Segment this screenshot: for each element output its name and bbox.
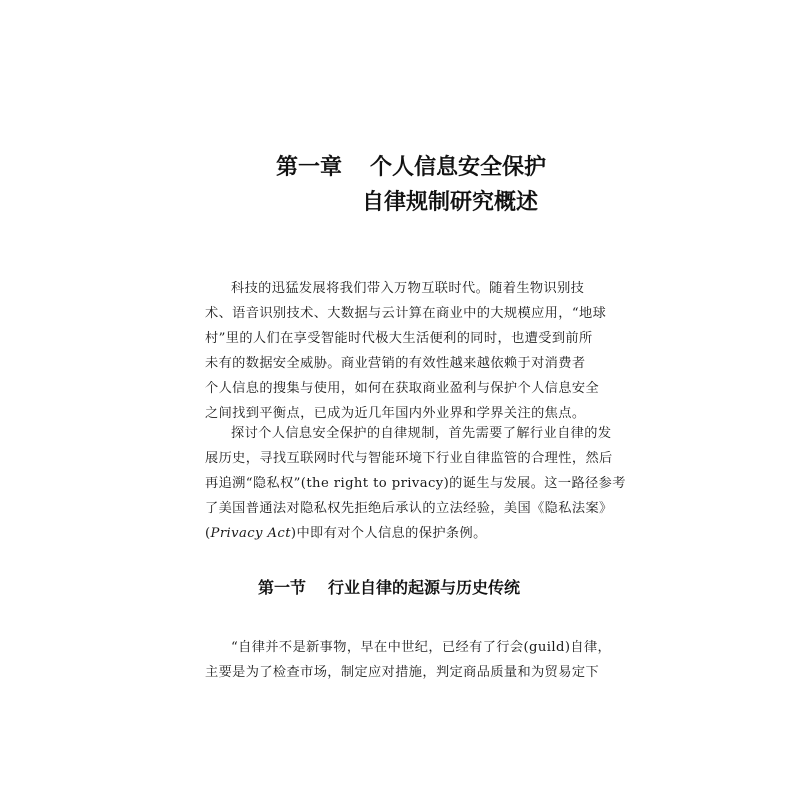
section-heading — [258, 575, 520, 598]
chapter-title-line2: 自律规制研究概述 — [362, 190, 539, 215]
paren-open: ( — [205, 526, 211, 541]
text-line: 术、语音识别技术、大数据与云计算在商业中的大规模应用，“地球 — [205, 306, 607, 321]
chapter-heading-line1 — [276, 150, 546, 181]
chapter-title-line1: 个人信息安全保护 — [370, 155, 547, 180]
text-line: 未有的数据安全威胁。商业营销的有效性越来越依赖于对消费者 — [205, 356, 586, 371]
text-line: 村”里的人们在享受智能时代极大生活便利的同时，也遭受到前所 — [205, 331, 593, 346]
chapter-heading — [0, 0, 800, 240]
text-line-last — [205, 522, 487, 541]
text-line: 科技的迅猛发展将我们带入万物互联时代。随着生物识别技 — [231, 281, 585, 296]
text-line: 个人信息的搜集与使用，如何在获取商业盈利与保护个人信息安全 — [205, 381, 600, 396]
section-number: 第一节 — [258, 578, 307, 597]
privacy-act-title: Privacy Act — [210, 526, 291, 541]
text-line: 再追溯“隐私权”(the right to privacy)的诞生与发展。这一路径参考 — [205, 476, 626, 491]
text-line: 之间找到平衡点，已成为近几年国内外业界和学界关注的焦点。 — [205, 406, 586, 421]
text-line: 主要是为了检查市场，制定应对措施，判定商品质量和为贸易定下 — [205, 665, 600, 680]
chapter-number: 第一章 — [276, 155, 343, 180]
text-line: 探讨个人信息安全保护的自律规制，首先需要了解行业自律的发 — [231, 426, 612, 441]
text-line: 了美国普通法对隐私权先拒绝后承认的立法经验，美国《隐私法案》 — [205, 501, 613, 516]
section-title: 行业自律的起源与历史传统 — [328, 578, 521, 597]
text-line: 展历史，寻找互联网时代与智能环境下行业自律监管的合理性，然后 — [205, 451, 613, 466]
text-line-rest: )中即有对个人信息的保护条例。 — [290, 526, 487, 541]
text-line: “自律并不是新事物，早在中世纪，已经有了行会(guild)自律， — [231, 640, 612, 655]
